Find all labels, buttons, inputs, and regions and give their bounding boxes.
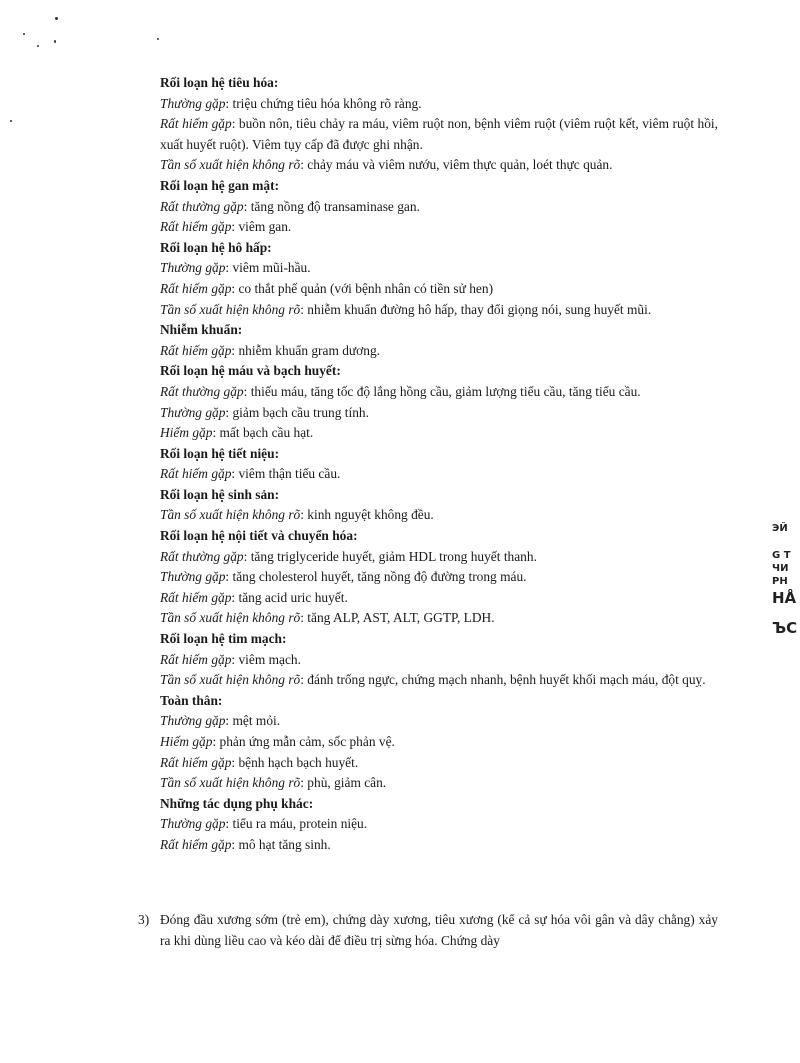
adverse-effects-list — [160, 73, 718, 856]
effect-text: : đánh trống ngực, chứng mạch nhanh, bệnh huyết khối mạch máu, đột quỵ. — [300, 672, 706, 688]
frequency-label: Thường gặp — [160, 404, 226, 420]
effect-entry — [160, 835, 718, 856]
section-heading: Rối loạn hệ nội tiết và chuyển hóa: — [160, 528, 358, 544]
effect-text: : co thắt phế quản (với bệnh nhân có tiền sử hen) — [231, 280, 494, 296]
scan-speck — [10, 120, 12, 122]
effect-entry — [160, 217, 718, 238]
frequency-label: Tần số xuất hiện không rõ — [160, 507, 301, 523]
stamp-line: ЪС — [772, 619, 798, 637]
section-heading: Nhiễm khuẩn: — [160, 322, 243, 338]
effect-entry — [160, 403, 718, 424]
effect-entry — [160, 608, 718, 629]
effect-entry — [160, 814, 718, 835]
frequency-label: Thường gặp — [160, 569, 226, 585]
section-heading: Rối loạn hệ tiết niệu: — [160, 445, 280, 461]
scan-speck — [54, 40, 56, 43]
frequency-label: Rất hiếm gặp — [160, 219, 232, 235]
frequency-label: Thường gặp — [160, 95, 226, 111]
section-heading: Rối loạn hệ tiêu hóa: — [160, 75, 279, 90]
frequency-label: Tần số xuất hiện không rõ — [160, 301, 301, 317]
effect-text: : mệt mỏi. — [225, 713, 281, 729]
effect-entry — [160, 650, 718, 671]
frequency-label: Hiếm gặp — [160, 734, 213, 749]
effect-text: : tăng cholesterol huyết, tăng nồng độ đường trong máu. — [225, 569, 527, 585]
effect-entry — [160, 197, 718, 218]
stamp-line: ЧИ — [772, 563, 789, 574]
frequency-label: Rất hiếm gặp — [160, 836, 232, 852]
effect-entry — [160, 588, 718, 609]
effect-entry — [160, 732, 718, 753]
effect-entry — [160, 279, 718, 300]
scan-speck — [157, 38, 159, 40]
effect-text: : chảy máu và viêm nướu, viêm thực quản, loét thực quản. — [300, 157, 613, 173]
effect-entry — [160, 341, 718, 362]
frequency-label: Tần số xuất hiện không rõ — [160, 672, 301, 688]
frequency-label: Rất thường gặp — [160, 383, 244, 399]
frequency-label: Rất hiếm gặp — [160, 116, 232, 132]
effect-text: : tăng nồng độ transaminase gan. — [243, 198, 420, 214]
effect-entry — [160, 567, 718, 588]
effect-text: : mô hạt tăng sinh. — [231, 836, 331, 852]
effect-entry — [160, 258, 718, 279]
frequency-label: Rất hiếm gặp — [160, 280, 232, 296]
frequency-label: Rất hiếm gặp — [160, 342, 232, 358]
effect-text: : triệu chứng tiêu hóa không rõ ràng. — [225, 95, 422, 111]
effect-text: : phản ứng mẫn cảm, sốc phản vệ. — [212, 734, 395, 749]
section-heading: Rối loạn hệ gan mật: — [160, 177, 280, 193]
effect-entry — [160, 670, 718, 691]
section-heading: Rối loạn hệ sinh sản: — [160, 486, 280, 502]
frequency-label: Hiếm gặp — [160, 425, 213, 441]
frequency-label: Tần số xuất hiện không rõ — [160, 775, 301, 791]
effect-text: : tiểu ra máu, protein niệu. — [225, 816, 368, 832]
effect-entry — [160, 423, 718, 444]
frequency-label: Tần số xuất hiện không rõ — [160, 610, 301, 626]
effect-text: : mất bạch cầu hạt. — [212, 425, 314, 441]
frequency-label: Rất hiếm gặp — [160, 466, 232, 482]
effect-text: : viêm mũi-hầu. — [225, 260, 311, 276]
section-heading: Những tác dụng phụ khác: — [160, 795, 314, 811]
section-heading: Toàn thân: — [160, 692, 223, 708]
stamp-line: ЭЙ — [772, 523, 788, 534]
effect-entry — [160, 505, 718, 526]
frequency-label: Rất thường gặp — [160, 198, 244, 214]
numbered-paragraph — [138, 909, 718, 951]
effect-entry — [160, 711, 718, 732]
stamp-line: PH — [772, 576, 788, 587]
scan-speck — [23, 33, 25, 35]
scan-speck — [37, 45, 39, 47]
item-number: 3) — [138, 912, 150, 927]
effect-entry — [160, 753, 718, 774]
section-heading: Rối loạn hệ máu và bạch huyết: — [160, 363, 341, 379]
effect-text: : viêm thận tiểu cầu. — [231, 466, 341, 482]
effect-text: : bệnh hạch bạch huyết. — [231, 754, 359, 770]
frequency-label: Rất hiếm gặp — [160, 754, 232, 770]
effect-text: : viêm mạch. — [231, 651, 301, 667]
effect-text: : nhiễm khuẩn đường hô hấp, thay đổi giọng nói, sung huyết mũi. — [300, 301, 652, 317]
effect-entry — [160, 547, 718, 568]
effect-text: : tăng acid uric huyết. — [231, 589, 348, 605]
effect-entry — [160, 155, 718, 176]
section-heading: Rối loạn hệ tim mạch: — [160, 631, 287, 647]
stamp-line: HÅ — [772, 589, 797, 607]
effect-entry — [160, 464, 718, 485]
effect-entry — [160, 94, 718, 115]
effect-text: : thiếu máu, tăng tốc độ lắng hồng cầu, giảm lượng tiểu cầu, tăng tiểu cầu. — [243, 383, 641, 399]
effect-text: : tăng triglyceride huyết, giảm HDL trong huyết thanh. — [243, 548, 537, 564]
paragraph-text: Đóng đầu xương sớm (trẻ em), chứng dày xương, tiêu xương (kể cả sự hóa vôi gân và dây chằng) xảy ra khi dùng liều cao và kéo dài để điều trị sừng hóa. Chứng dày — [160, 912, 718, 948]
frequency-label: Rất hiếm gặp — [160, 651, 232, 667]
effect-entry — [160, 114, 718, 155]
effect-text: : giảm bạch cầu trung tính. — [225, 404, 369, 420]
frequency-label: Thường gặp — [160, 260, 226, 276]
effect-text: : tăng ALP, AST, ALT, GGTP, LDH. — [300, 610, 495, 626]
effect-text: : phù, giảm cân. — [300, 775, 387, 791]
effect-text: : viêm gan. — [231, 219, 292, 235]
frequency-label: Tần số xuất hiện không rõ — [160, 157, 301, 173]
frequency-label: Rất hiếm gặp — [160, 589, 232, 605]
frequency-label: Rất thường gặp — [160, 548, 244, 564]
effect-entry — [160, 773, 718, 794]
effect-entry — [160, 382, 718, 403]
scan-speck — [55, 17, 58, 20]
effect-text: : kinh nguyệt không đều. — [300, 507, 434, 523]
frequency-label: Thường gặp — [160, 816, 226, 832]
edge-stamp-fragment — [772, 522, 800, 638]
effect-entry — [160, 300, 718, 321]
frequency-label: Thường gặp — [160, 713, 226, 729]
effect-text: : buồn nôn, tiêu chảy ra máu, viêm ruột non, bệnh viêm ruột (viêm ruột kết, viêm ruột hồi, xuất huyết ruột). Viêm tụy cấp đã được ghi nhận. — [160, 116, 718, 152]
section-heading: Rối loạn hệ hô hấp: — [160, 239, 272, 255]
stamp-line: G T — [772, 550, 791, 561]
effect-text: : nhiễm khuẩn gram dương. — [231, 342, 380, 358]
